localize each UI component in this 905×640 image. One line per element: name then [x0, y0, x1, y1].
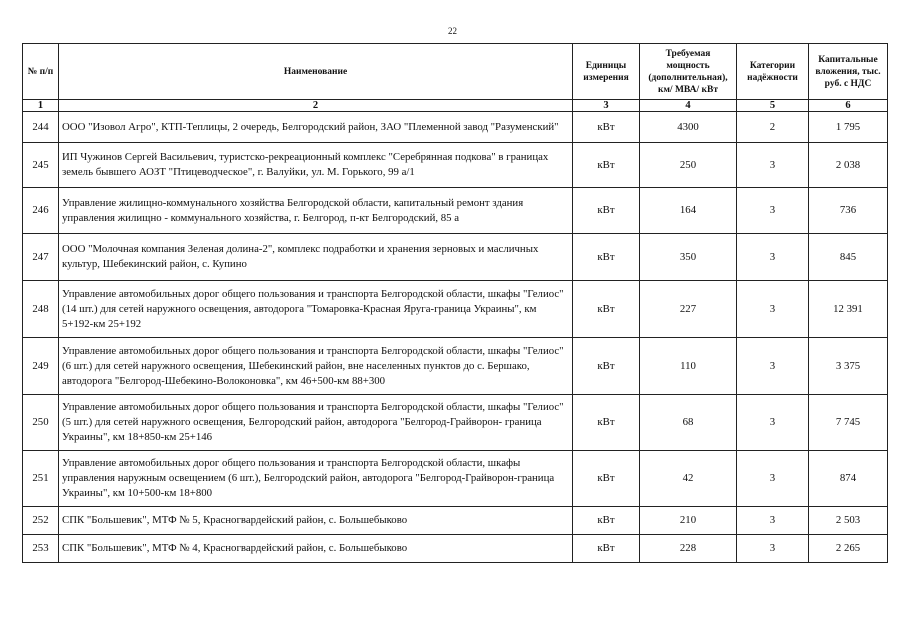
- column-number: 4: [640, 100, 737, 112]
- row-unit: кВт: [573, 143, 640, 188]
- row-power: 110: [640, 338, 737, 395]
- row-power: 227: [640, 281, 737, 338]
- row-name: ООО "Молочная компания Зеленая долина-2", комплекс подработки и хранения зерновых и масличных культур, Шебекинский район, с. Купино: [59, 234, 573, 281]
- row-investment: 7 745: [809, 395, 888, 451]
- header-num: № п/п: [23, 44, 59, 100]
- row-investment: 736: [809, 188, 888, 234]
- row-name: Управление автомобильных дорог общего пользования и транспорта Белгородской области, шкафы "Гелиос" (14 шт.) для сетей наружного освещения, автодорога "Томаровка-Красная Яруга-граница Украины", км 5+192-км 25+192: [59, 281, 573, 338]
- row-power: 4300: [640, 112, 737, 143]
- row-num: 250: [23, 395, 59, 451]
- row-power: 68: [640, 395, 737, 451]
- row-category: 3: [737, 143, 809, 188]
- row-category: 3: [737, 281, 809, 338]
- row-power: 228: [640, 535, 737, 563]
- table-row: [23, 451, 888, 507]
- row-name: ИП Чужинов Сергей Васильевич, туристско-рекреационный комплекс "Серебрянная подкова" в границах земель бывшего АОЗТ "Птицеводческое", г. Валуйки, ул. М. Горького, 99 а/1: [59, 143, 573, 188]
- row-num: 248: [23, 281, 59, 338]
- row-unit: кВт: [573, 338, 640, 395]
- row-power: 250: [640, 143, 737, 188]
- column-number: 1: [23, 100, 59, 112]
- row-unit: кВт: [573, 451, 640, 507]
- row-unit: кВт: [573, 507, 640, 535]
- row-category: 3: [737, 338, 809, 395]
- row-investment: 2 265: [809, 535, 888, 563]
- column-number: 6: [809, 100, 888, 112]
- row-name: СПК "Большевик", МТФ № 5, Красногвардейский район, с. Большебыково: [59, 507, 573, 535]
- row-num: 244: [23, 112, 59, 143]
- row-power: 164: [640, 188, 737, 234]
- row-unit: кВт: [573, 234, 640, 281]
- header-name: Наименование: [59, 44, 573, 100]
- row-unit: кВт: [573, 535, 640, 563]
- row-investment: 874: [809, 451, 888, 507]
- table-row: [23, 143, 888, 188]
- row-category: 3: [737, 535, 809, 563]
- row-unit: кВт: [573, 281, 640, 338]
- row-category: 3: [737, 507, 809, 535]
- table-row: [23, 507, 888, 535]
- row-name: Управление автомобильных дорог общего пользования и транспорта Белгородской области, шкафы "Гелиос" (5 шт.) для сетей наружного освещения, Белгородский район, автодорога "Белгород-Грайворон- граница Украины", км 18+850-км 25+146: [59, 395, 573, 451]
- header-power: Требуемая мощность (дополнительная), км/ МВА/ кВт: [640, 44, 737, 100]
- row-name: Управление автомобильных дорог общего пользования и транспорта Белгородской области, шкафы "Гелиос" (6 шт.) для сетей наружного освещения, Шебекинский район, вне населенных пунктов до с. Бершако, автодорога "Белгород-Шебекино-Волоконовка", км 46+500-км 88+300: [59, 338, 573, 395]
- row-power: 42: [640, 451, 737, 507]
- row-investment: 2 503: [809, 507, 888, 535]
- table-row: [23, 234, 888, 281]
- header-unit: Единицы измерения: [573, 44, 640, 100]
- row-num: 253: [23, 535, 59, 563]
- row-category: 3: [737, 451, 809, 507]
- header-category: Категории надёжности: [737, 44, 809, 100]
- row-name: Управление автомобильных дорог общего пользования и транспорта Белгородской области, шкафы управления наружным освещением (6 шт.), Белгородский район, автодорога "Белгород-Грайворон-граница Украины", км 10+500-км 18+800: [59, 451, 573, 507]
- row-num: 252: [23, 507, 59, 535]
- table-row: [23, 395, 888, 451]
- row-power: 210: [640, 507, 737, 535]
- row-name: Управление жилищно-коммунального хозяйства Белгородской области, капитальный ремонт здания управления жилищно - коммунального хозяйства, г. Белгород, п-кт Белгородский, 85 а: [59, 188, 573, 234]
- row-num: 245: [23, 143, 59, 188]
- page-number: 22: [448, 26, 457, 36]
- row-num: 249: [23, 338, 59, 395]
- row-unit: кВт: [573, 112, 640, 143]
- row-unit: кВт: [573, 395, 640, 451]
- row-name: ООО "Изовол Агро", КТП-Теплицы, 2 очередь, Белгородский район, ЗАО "Племенной завод "Разуменский": [59, 112, 573, 143]
- row-category: 3: [737, 395, 809, 451]
- row-unit: кВт: [573, 188, 640, 234]
- row-num: 251: [23, 451, 59, 507]
- header-investment: Капитальные вложения, тыс. руб. с НДС: [809, 44, 888, 100]
- row-category: 2: [737, 112, 809, 143]
- table-header-row: [23, 44, 888, 100]
- column-number: 3: [573, 100, 640, 112]
- row-investment: 1 795: [809, 112, 888, 143]
- row-num: 246: [23, 188, 59, 234]
- table-row: [23, 188, 888, 234]
- row-power: 350: [640, 234, 737, 281]
- row-investment: 3 375: [809, 338, 888, 395]
- table-row: [23, 535, 888, 563]
- projects-table: [22, 43, 888, 563]
- row-investment: 12 391: [809, 281, 888, 338]
- column-number-row: [23, 100, 888, 112]
- row-num: 247: [23, 234, 59, 281]
- table-row: [23, 112, 888, 143]
- row-name: СПК "Большевик", МТФ № 4, Красногвардейский район, с. Большебыково: [59, 535, 573, 563]
- row-investment: 2 038: [809, 143, 888, 188]
- column-number: 5: [737, 100, 809, 112]
- table-row: [23, 281, 888, 338]
- table-row: [23, 338, 888, 395]
- column-number: 2: [59, 100, 573, 112]
- row-investment: 845: [809, 234, 888, 281]
- row-category: 3: [737, 234, 809, 281]
- row-category: 3: [737, 188, 809, 234]
